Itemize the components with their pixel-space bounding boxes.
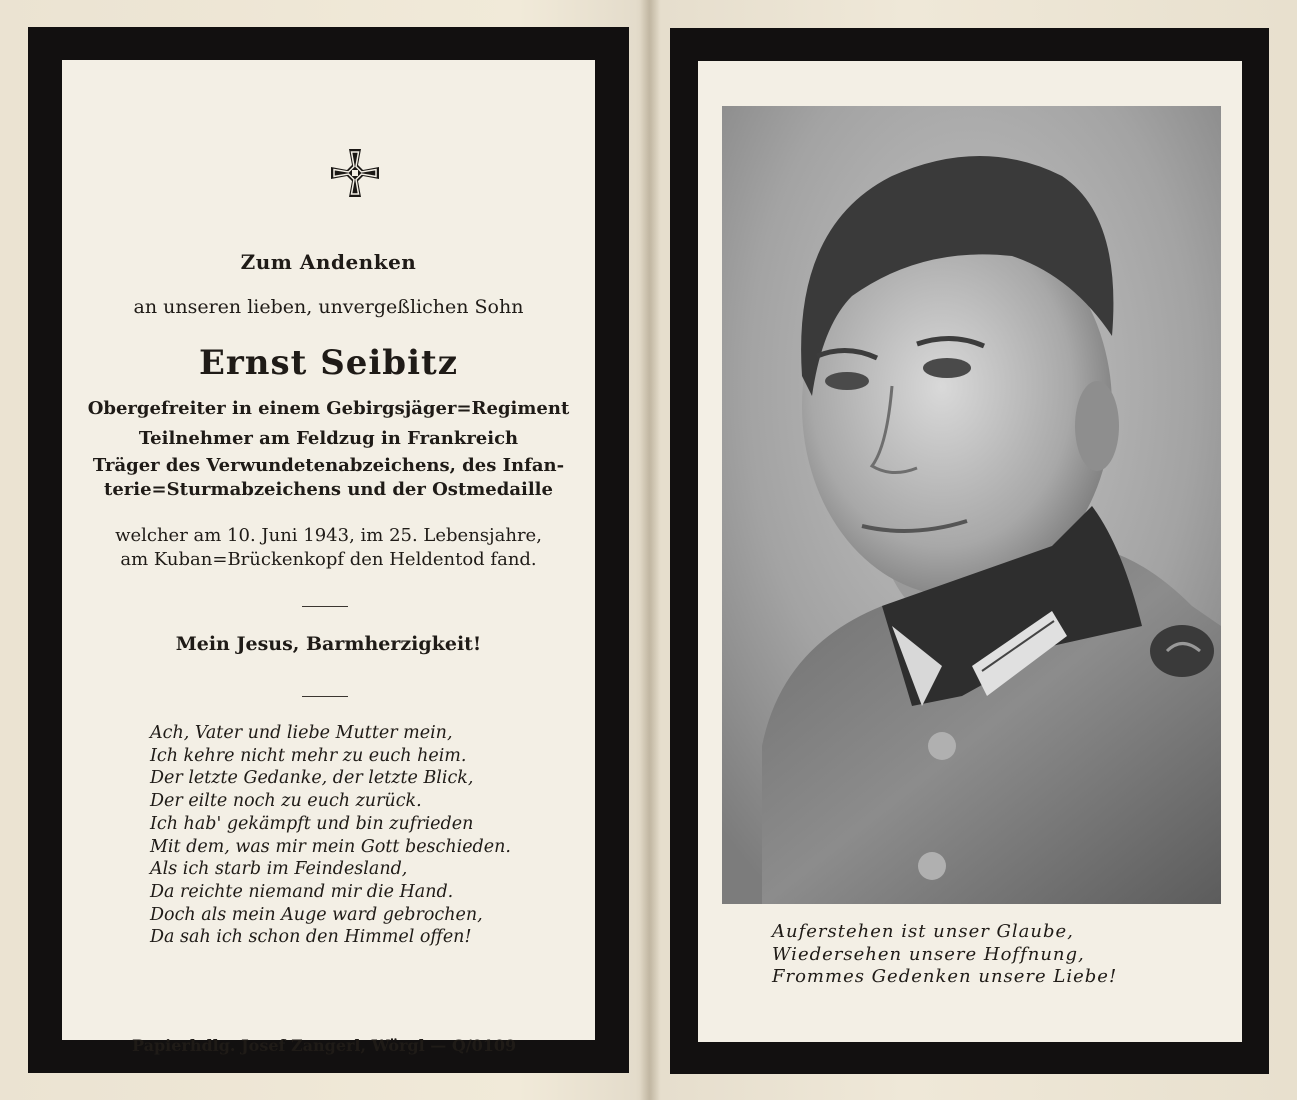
motto-line: Frommes Gedenken unsere Liebe! [772,966,1118,987]
deceased-name: Ernst Seibitz [198,343,459,383]
poem-line: Doch als mein Auge ward gebrochen, [150,904,483,925]
poem [150,722,590,949]
portrait-photo [722,106,1221,904]
poem-line: Ich hab' gekämpft und bin zufrieden [150,813,474,834]
divider [302,696,348,697]
poem-line: Der eilte noch zu euch zurück. [150,791,422,812]
portrait-illustration [722,106,1221,904]
right-panel [698,61,1242,1042]
death-line: welcher am 10. Juni 1943, im 25. Lebensjahre, [115,525,542,546]
divider [302,606,348,607]
poem-line: Der letzte Gedanke, der letzte Blick, [150,768,474,789]
prayer: Mein Jesus, Barmherzigkeit! [175,633,482,655]
left-panel [62,60,595,1055]
poem-line: Ich kehre nicht mehr zu euch heim. [150,745,467,766]
subheading: an unseren lieben, unvergeßlichen Sohn [133,296,524,318]
death-notice [62,524,595,572]
rank-line: terie=Sturmabzeichens und der Ostmedaille [104,479,553,500]
right-panel-border [670,28,1269,1074]
poem-line: Da reichte niemand mir die Hand. [150,881,454,902]
heading: Zum Andenken [240,250,417,274]
rank-block [62,394,595,502]
motto-line: Auferstehen ist unser Glaube, [772,921,1074,942]
motto-line: Wiedersehen unsere Hoffnung, [772,943,1085,965]
rank-line: Träger des Verwundetenabzeichens, des Infan- [92,455,565,476]
poem-line: Als ich starb im Feindesland, [150,859,408,880]
poem-line: Da sah ich schon den Himmel offen! [150,927,472,948]
poem-line: Mit dem, was mir mein Gott beschieden. [150,836,511,857]
left-panel-border [28,27,629,1073]
rank-line: Obergefreiter in einem Gebirgsjäger=Regiment [87,398,570,419]
death-line: am Kuban=Brückenkopf den Heldentod fand. [120,549,537,570]
rank-line: Teilnehmer am Feldzug in Frankreich [138,428,519,449]
iron-cross-icon [327,145,383,201]
card-fold [640,0,660,1100]
poem-line: Ach, Vater und liebe Mutter mein, [150,723,453,743]
printer-imprint: Papierhdlg. Josef Zangerl, Wörgl — Q/0109 [132,1036,517,1055]
motto [772,921,1212,989]
